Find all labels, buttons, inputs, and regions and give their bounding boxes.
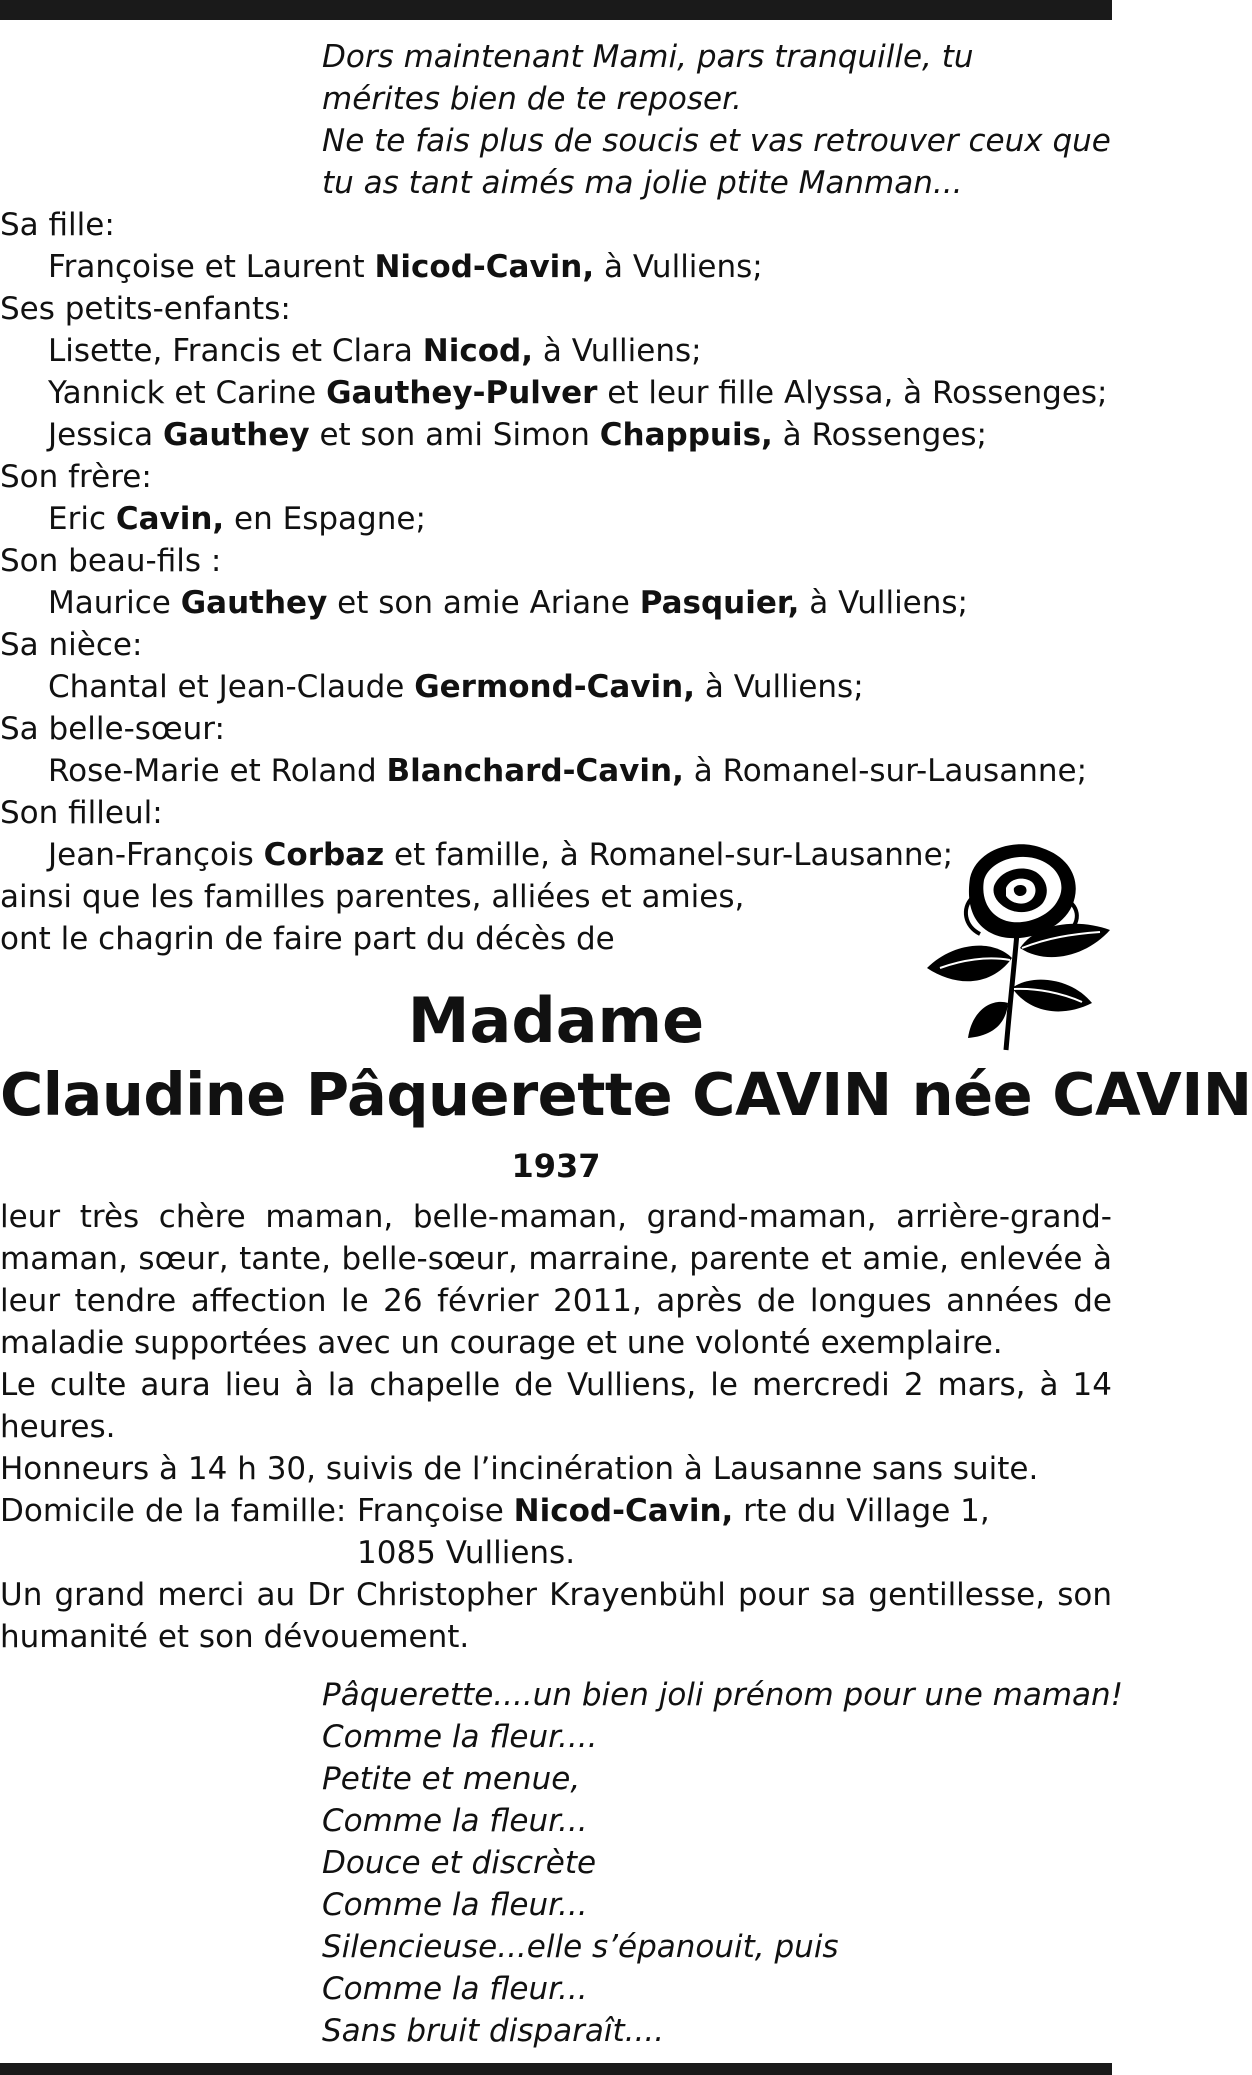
family-name: Germond-Cavin, <box>414 669 696 705</box>
family-entry: Rose-Marie et Roland Blanchard-Cavin, à Romanel-sur-Lausanne; <box>48 753 1088 789</box>
poem-line: Ne te fais plus de soucis et vas retrouver ceux que <box>322 123 1111 159</box>
section-label-beau-fils: Son beau-fils : <box>0 543 222 579</box>
poem-line: Silencieuse...elle s’épanouit, puis <box>322 1929 839 1965</box>
opening-poem <box>322 36 1112 204</box>
poem-line: Sans bruit disparaît.... <box>322 2013 665 2049</box>
poem-line: Douce et discrète <box>322 1845 597 1881</box>
poem-line: Comme la fleur... <box>322 1887 588 1923</box>
poem-line: Comme la fleur... <box>322 1803 588 1839</box>
address-value: Françoise Nicod-Cavin, rte du Village 1, 1085 Vulliens. <box>357 1490 990 1574</box>
family-entry: Yannick et Carine Gauthey-Pulver et leur fille Alyssa, à Rossenges; <box>48 375 1108 411</box>
section-label-belle-soeur: Sa belle-sœur: <box>0 711 225 747</box>
announcement-line: ont le chagrin de faire part du décès de <box>0 921 615 957</box>
family-name: Pasquier, <box>639 585 800 621</box>
section-label-petits-enfants: Ses petits-enfants: <box>0 291 291 327</box>
deceased-title: Madame <box>407 984 705 1057</box>
family-entry: Eric Cavin, en Espagne; <box>48 501 426 537</box>
section-label-filleul: Son filleul: <box>0 795 163 831</box>
rose-icon <box>922 838 1112 1058</box>
family-name: Nicod, <box>422 333 533 369</box>
section-label-niece: Sa nièce: <box>0 627 143 663</box>
family-name: Gauthey <box>180 585 328 621</box>
address-line-2: 1085 Vulliens. <box>357 1535 576 1571</box>
family-entry: Chantal et Jean-Claude Germond-Cavin, à Vulliens; <box>48 669 864 705</box>
family-name: Gauthey-Pulver <box>326 375 598 411</box>
closing-family-line: ainsi que les familles parentes, alliées et amies, <box>0 879 745 915</box>
family-entry: Jean-François Corbaz et famille, à Romanel-sur-Lausanne; <box>48 837 954 873</box>
thanks-paragraph: Un grand merci au Dr Christopher Krayenbühl pour sa gentillesse, son humanité et son dévouement. <box>0 1577 1112 1655</box>
poem-line: Petite et menue, <box>322 1761 581 1797</box>
family-name: Cavin, <box>115 501 225 537</box>
family-entry: Françoise et Laurent Nicod-Cavin, à Vulliens; <box>48 249 763 285</box>
family-name: Corbaz <box>263 837 385 873</box>
section-label-frere: Son frère: <box>0 459 152 495</box>
body-paragraph: leur très chère maman, belle-maman, grand-maman, arrière-grand-maman, sœur, tante, belle-sœur, marraine, parente et amie, enlevée à leur tendre affection le 26 février 2011, après de longues années de maladie supportées avec un courage et une volonté exemplaire. <box>0 1199 1112 1361</box>
family-address <box>0 1490 1112 1574</box>
deceased-name: Claudine Pâquerette CAVIN née CAVIN <box>0 1060 1252 1129</box>
bottom-border <box>0 2063 1112 2075</box>
closing-poem <box>322 1674 1124 2052</box>
obituary-body <box>0 1196 1112 1658</box>
poem-line: mérites bien de te reposer. <box>322 81 742 117</box>
family-entry: Lisette, Francis et Clara Nicod, à Vulliens; <box>48 333 702 369</box>
family-name: Nicod-Cavin, <box>374 249 595 285</box>
family-name: Gauthey <box>163 417 310 453</box>
family-name: Nicod-Cavin, <box>513 1493 734 1529</box>
top-border <box>0 0 1112 20</box>
family-entry: Maurice Gauthey et son amie Ariane Pasquier, à Vulliens; <box>48 585 968 621</box>
poem-line: Comme la fleur... <box>322 1971 588 2007</box>
poem-line: Pâquerette....un bien joli prénom pour une maman! <box>322 1677 1124 1713</box>
address-label: Domicile de la famille: <box>0 1493 347 1529</box>
poem-line: Dors maintenant Mami, pars tranquille, tu <box>322 39 974 75</box>
poem-line: tu as tant aimés ma jolie ptite Manman... <box>322 165 963 201</box>
deceased-year: 1937 <box>511 1147 601 1185</box>
section-label-fille: Sa fille: <box>0 207 115 243</box>
family-entry: Jessica Gauthey et son ami Simon Chappuis, à Rossenges; <box>48 417 987 453</box>
honours-paragraph: Honneurs à 14 h 30, suivis de l’incinération à Lausanne sans suite. <box>0 1451 1039 1487</box>
service-paragraph: Le culte aura lieu à la chapelle de Vulliens, le mercredi 2 mars, à 14 heures. <box>0 1367 1112 1445</box>
family-name: Blanchard-Cavin, <box>386 753 684 789</box>
family-name: Chappuis, <box>599 417 773 453</box>
poem-line: Comme la fleur.... <box>322 1719 598 1755</box>
